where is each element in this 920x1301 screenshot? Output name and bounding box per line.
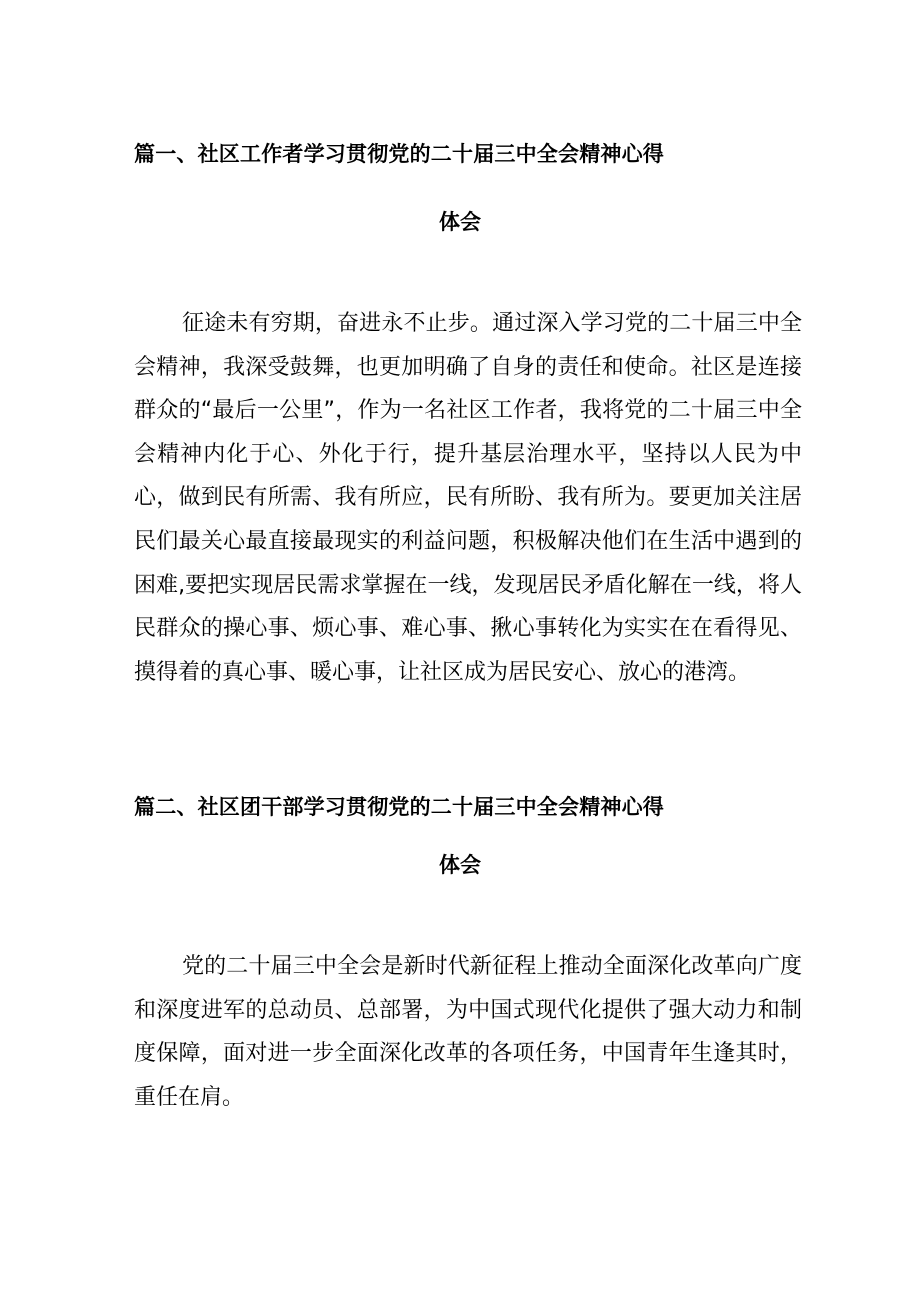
section-2-body: 党的二十届三中全会是新时代新征程上推动全面深化改革向广度和深度进军的总动员、总部署，为中国式现代化提供了强大动力和制度保障，面对进一步全面深化改革的各项任务，中国青年生逢其时，重任在肩。 (134, 954, 802, 1110)
section-1-body: 征途未有穷期，奋进永不止步。通过深入学习党的二十届三中全会精神，我深受鼓舞，也更加明确了自身的责任和使命。社区是连接群众的“最后一公里”，作为一名社区工作者，我将党的二十届三中全会精神内化于心、外化于行，提升基层治理水平，坚持以人民为中心，做到民有所需、我有所应，民有所盼、我有所为。要更加关注居民们最关心最直接最现实的利益问题，积极解决他们在生活中遇到的困难,要把实现居民需求掌握在一线，发现居民矛盾化解在一线，将人民群众的操心事、烦心事、难心事、揪心事转化为实实在在看得见、摸得着的真心事、暖心事，让社区成为居民安心、放心的港湾。 (134, 311, 802, 685)
section-2-title-continued: 体会 (439, 853, 481, 877)
section-1-title: 篇一、社区工作者学习贯彻党的二十届三中全会精神心得 (134, 142, 664, 166)
section-2-title: 篇二、社区团干部学习贯彻党的二十届三中全会精神心得 (134, 795, 664, 819)
section-1-title-continued: 体会 (439, 210, 481, 234)
